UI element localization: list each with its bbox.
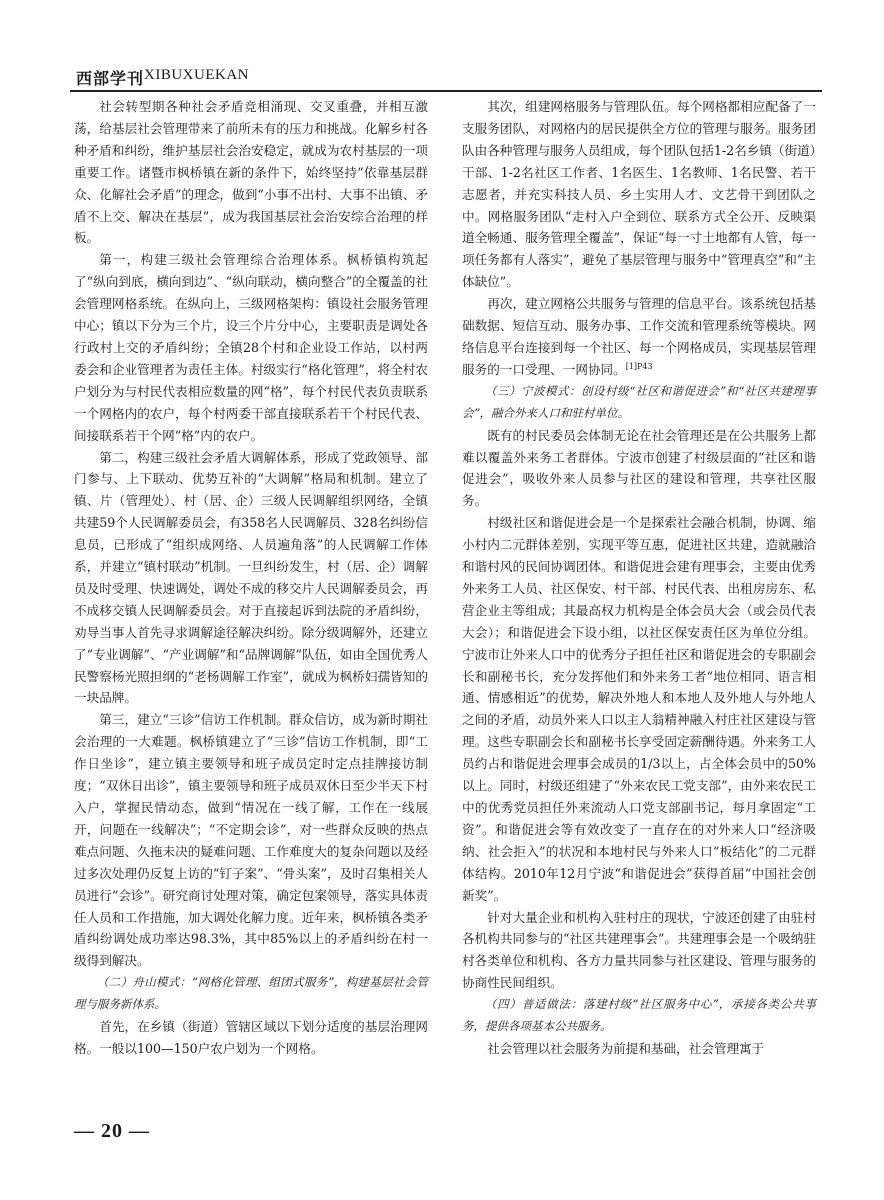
journal-title-cn: 西部学刊 [76,69,145,88]
running-header [70,60,822,90]
paragraph: 第一，构建三级社会管理综合治理体系。枫桥镇构筑起了“纵向到底，横向到边”、“纵向联动，横向整合”的全覆盖的社会管理网格系统。在纵向上，三级网格架构：镇设社会服务管理中心；镇以下分为三个片，设三个片分中心，主要职责是调处各行政村上交的矛盾纠纷；全镇28个村和企业设工作站，以村两委会和企业管理者为责任主体。村级实行“格化管理”，将全村农户划分为与村民代表相应数量的网“格”，每个村民代表负责联系一个网格内的农户，每个村两委干部直接联系若干个村民代表、间接联系若干个网“格”内的农户。 [74,252,428,443]
citation-marker: [1]P43 [625,361,653,371]
header-rule [70,90,822,92]
left-column [74,96,428,1060]
section-heading: （三）宁波模式：创设村级“社区和谐促进会”和“社区共建理事会”，融合外来人口和驻村单位。 [462,383,816,420]
paragraph: 其次，组建网格服务与管理队伍。每个网格都相应配备了一支服务团队，对网格内的居民提供全方位的管理与服务。服务团队由各种管理与服务人员组成，每个团队包括1-2名乡镇（街道）干部、1-2名社区工作者、1名医生、1名教师、1名民警、若干志愿者，并充实科技人员、乡土实用人才、文艺骨干到团队之中。网格服务团队“走村入户全到位、联系方式全公开、反映渠道全畅通、服务管理全覆盖”，保证“每一寸土地都有人管，每一项任务都有人落实”，避免了基层管理与服务中“管理真空”和“主体缺位”。 [462,99,817,290]
page-number: — 20 — [74,1120,150,1142]
paragraph: 首先，在乡镇（街道）管辖区域以下划分适度的基层治理网格。一般以100—150户农户划为一个网格。 [74,1019,428,1056]
journal-title-en: XIBUXUEKAN [144,67,249,83]
paragraph: 既有的村民委员会体制无论在社会管理还是在公共服务上都难以覆盖外来务工者群体。宁波市创建了村级层面的“社区和谐促进会”，吸收外来人员参与社区的建设和管理，共享社区服务。 [462,427,816,509]
paragraph: 社会管理以社会服务为前提和基础，社会管理寓于 [487,1040,765,1056]
paragraph: 村级社区和谐促进会是一个是探索社会融合机制，协调、缩小村内二元群体差别，实现平等互惠，促进社区共建，造就融洽和谐村风的民间协调团体。和谐促进会建有理事会，主要由优秀外来务工人员、社区保安、村干部、村民代表、出租房房东、私营企业主等组成；其最高权力机构是全体会员大会（或会员代表大会）；和谐促进会下设小组，以社区保安责任区为单位分组。宁波市让外来人口中的优秀分子担任社区和谐促进会的专职副会长和副秘书长，充分发挥他们和外来务工者“地位相同、语言相通、情感相近”的优势，解决外地人和本地人及外地人与外地人之间的矛盾，动员外来人口以主人翁精神融入村庄社区建设与管理。这些专职副会长和副秘书长享受固定薪酬待遇。外来务工人员约占和谐促进会理事会成员的1/3以上，占全体会员中的50%以上。同时，村级还组建了“外来农民工党支部”，由外来农民工中的优秀党员担任外来流动人口党支部副书记，每月拿固定“工资”。和谐促进会等有效改变了一直存在的对外来人口“经济吸纳、社会拒入”的状况和本地村民与外来人口“板结化”的二元群体结构。2010年12月宁波“和谐促进会”获得首届“中国社会创新奖”。 [462,515,816,903]
paragraph: 社会转型期各种社会矛盾竞相涌现、交叉重叠，并相互激荡，给基层社会管理带来了前所未有的压力和挑战。化解乡村各种矛盾和纠纷，维护基层社会治安稳定，就成为农村基层的一项重要工作。诸暨市枫桥镇在新的条件下，始终坚持“依靠基层群众、化解社会矛盾”的理念，做到“小事不出村、大事不出镇、矛盾不上交、解决在基层”，成为我国基层社会治安综合治理的样板。 [74,99,428,246]
paragraph: 第三，建立“三诊”信访工作机制。群众信访，成为新时期社会治理的一大难题。枫桥镇建立了“三诊”信访工作机制，即“工作日坐诊”，建立镇主要领导和班子成员定时定点挂牌接访制度；“双休日出诊”，镇主要领导和班子成员双休日至少半天下村入户，掌握民情动态，做到“情况在一线了解，工作在一线展开，问题在一线解决”；“不定期会诊”，对一些群众反映的热点难点问题、久拖未决的疑难问题、工作难度大的复杂问题以及经过多次处理仍反复上访的“钉子案”、“骨头案”，及时召集相关人员进行“会诊”。研究商讨处理对策，确定包案领导，落实具体责任人员和工作措施，加大调处化解力度。近年来，枫桥镇各类矛盾纠纷调处成功率达98.3%，其中85%以上的矛盾纠纷在村一级得到解决。 [74,712,428,969]
section-heading: （二）舟山模式：“网格化管理、组团式服务”，构建基层社会管理与服务新体系。 [74,975,428,1012]
paragraph-text: 再次，建立网格公共服务与管理的信息平台。该系统包括基础数据、短信互动、服务办事、工作交流和管理系统等模块。网络信息平台连接到每一个社区、每一个网格成员，实现基层管理服务的一口受理、一网协同。 [462,296,816,377]
right-column [462,96,816,1060]
paragraph: 针对大量企业和机构入驻村庄的现状，宁波还创建了由驻村各机构共同参与的“社区共建理事会”。共建理事会是一个吸纳驻村各类单位和机构、各方力量共同参与社区建设、管理与服务的协商性民间组织。 [462,909,816,991]
paragraph: 第二，构建三级社会矛盾大调解体系，形成了党政领导、部门参与、上下联动、优势互补的“大调解”格局和机制。建立了镇、片（管理处）、村（居、企）三级人民调解组织网络，全镇共建59个人民调解委员会，有358名人民调解员、328名纠纷信息员，已形成了“组织成网络、人员遍角落”的人民调解工作体系，并建立“镇村联动”机制。一旦纠纷发生，村（居、企）调解员及时受理、快速调处，调处不成的移交片人民调解委员会，再不成移交镇人民调解委员会。对于直接起诉到法院的矛盾纠纷，劝导当事人首先寻求调解途径解决纠纷。除分级调解外，还建立了“专业调解”、“产业调解”和“品牌调解”队伍，如由全国优秀人民警察杨光照担纲的“老杨调解工作室”，就成为枫桥妇孺皆知的一块品牌。 [74,449,428,706]
paragraph-with-citation [462,293,816,381]
section-heading: （四）普适做法：落建村级“社区服务中心”，承接各类公共事务，提供各项基本公共服务。 [462,997,816,1034]
